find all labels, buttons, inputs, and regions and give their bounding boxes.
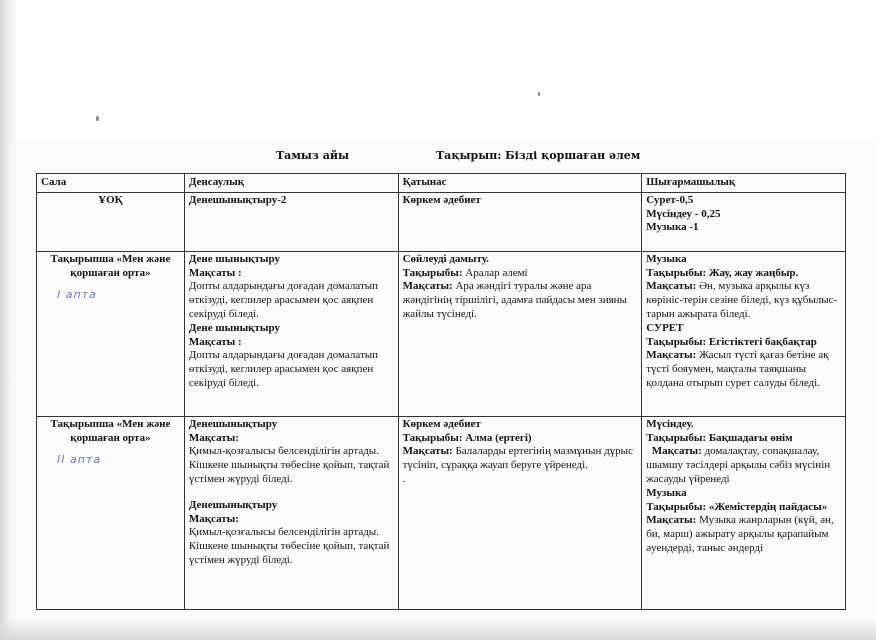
lesson-item: Сурет-0,5 xyxy=(646,193,694,206)
table-row xyxy=(37,416,846,609)
goal-text: Жасыл түсті қағаз бетіне ақ түсті бояумен, мақталы таяқшаны қолдана отырып сурет салуды біледі. xyxy=(646,349,829,389)
sala-cell: ҰОҚ xyxy=(37,192,185,251)
table-row xyxy=(37,192,846,251)
activity-heading: Мүсіндеу. xyxy=(646,417,694,430)
goal-label: Мақсаты: xyxy=(646,349,697,362)
activity-heading: Музыка xyxy=(646,252,687,265)
column-header: Сала xyxy=(37,174,185,193)
activity-heading: Музыка xyxy=(646,486,687,499)
lesson-item: Мүсіндеу - 0,25 xyxy=(646,207,721,220)
goal-label: Мақсаты : xyxy=(188,335,242,348)
topic-label: Тақырыбы: xyxy=(402,266,463,279)
goal-text: Балаларды ертегінің мазмұнын дұрыс түсініп, сұраққа жауап беруге үйренеді. xyxy=(402,445,633,472)
katynas-cell xyxy=(398,416,642,609)
subtopic-label: Тақырыпша «Мен және қоршаған орта» xyxy=(50,252,171,279)
activity-heading: Көркем әдебиет xyxy=(402,417,481,430)
topic-label: Тақырыбы: Бақшадағы өнім xyxy=(646,431,793,444)
goal-label: Мақсаты: xyxy=(188,512,239,525)
topic-title: Тақырып: Бізді қоршаған әлем xyxy=(436,149,641,162)
scan-speck xyxy=(538,92,540,96)
lesson-item: Музыка -1 xyxy=(646,221,699,234)
goal-text: Допты алдарындағы доғадан домалатып өткізуді, кеглилер арасымен қос аяқпен секіруді біледі. xyxy=(188,280,379,320)
sala-cell xyxy=(37,416,185,609)
densaulyk-cell: Денешынықтыру-2 xyxy=(184,192,398,251)
sala-cell xyxy=(37,251,185,416)
handwritten-week: II апта xyxy=(57,453,102,467)
column-header: Денсаулық xyxy=(184,174,398,193)
activity-heading: Денешынықтыру xyxy=(188,498,278,511)
activity-heading: Дене шынықтыру xyxy=(188,252,280,265)
goal-text: домалақтау, сопақшалау, шымшу тәсілдері арқылы сәбіз мүсінін жасауды үйренеді xyxy=(646,445,833,485)
scan-speck xyxy=(96,116,99,121)
activity-heading: СУРЕТ xyxy=(646,321,684,334)
goal-text: Ән, музыка арқылы күз көрініс-терін сезіне біледі, күз құбылыс-тарын ажырата біледі. xyxy=(646,280,838,320)
goal-text: Допты алдарындағы доғадан домалатып өткізуді, кеглилер арасымен қос аяқпен секіруді біледі. xyxy=(188,349,379,389)
goal-label: Мақсаты: xyxy=(646,445,702,458)
topic-text: Егістіктегі бақбақтар xyxy=(706,335,817,348)
activity-heading: Сөйлеуді дамыту. xyxy=(402,252,489,265)
goal-text: Қимыл-қозғалысы белсенділігін артады. Кішкене шынықты төбесіне қойып, тақтай үстімен жүруді біледі. xyxy=(188,526,390,566)
goal-label: Мақсаты : xyxy=(188,266,242,279)
stray-dot: . xyxy=(402,472,406,485)
shygarmashylyk-cell xyxy=(642,251,846,416)
goal-label: Мақсаты: xyxy=(646,280,697,293)
goal-label: Мақсаты: xyxy=(188,431,239,444)
topic-label: Тақырыбы: Алма (ертегі) xyxy=(402,431,532,444)
scan-shadow-bottom xyxy=(0,618,876,640)
goal-label: Мақсаты: xyxy=(402,445,453,458)
activity-heading: Денешынықтыру xyxy=(188,417,278,430)
handwritten-week: I апта xyxy=(57,288,97,302)
activity-heading: Дене шынықтыру xyxy=(188,321,280,334)
scan-shadow-left xyxy=(0,0,18,640)
plan-table xyxy=(36,173,846,610)
table-header-row xyxy=(37,174,846,193)
month-title: Тамыз айы xyxy=(276,149,350,162)
shygarmashylyk-cell xyxy=(642,192,846,251)
katynas-cell: Көркем әдебиет xyxy=(398,192,642,251)
column-header: Қатынас xyxy=(398,174,642,193)
topic-label: Тақырыбы: «Жемістердің пайдасы» xyxy=(646,500,828,513)
table-row xyxy=(37,251,846,416)
densaulyk-cell xyxy=(184,251,398,416)
densaulyk-cell xyxy=(184,416,398,609)
goal-label: Мақсаты: xyxy=(646,514,697,527)
topic-label: Тақырыбы: xyxy=(646,335,707,348)
subtopic-label: Тақырыпша «Мен және қоршаған орта» xyxy=(50,417,171,444)
topic-text: Жау, жау жаңбыр. xyxy=(706,266,799,279)
goal-text: Музыка жанрларын (күй, ән, би, марш) ажырату арқылы қарапайым әуендерді, таныс әндерді xyxy=(646,514,834,554)
goal-text: Ара жәндігі туралы және ара жәндігінің тіршілігі, адамға пайдасы мен зияны жайлы түсінеді. xyxy=(402,280,627,320)
shygarmashylyk-cell xyxy=(642,416,846,609)
goal-label: Мақсаты: xyxy=(402,280,453,293)
katynas-cell xyxy=(398,251,642,416)
scan-background xyxy=(0,0,876,140)
topic-text: Аралар әлемі xyxy=(462,266,528,279)
column-header: Шығармашылық xyxy=(642,174,846,193)
topic-label: Тақырыбы: xyxy=(646,266,707,279)
goal-text: Қимыл-қозғалысы белсенділігін артады. Кішкене шынықты төбесіне қойып, тақтай үстімен жүруді біледі. xyxy=(188,445,390,485)
